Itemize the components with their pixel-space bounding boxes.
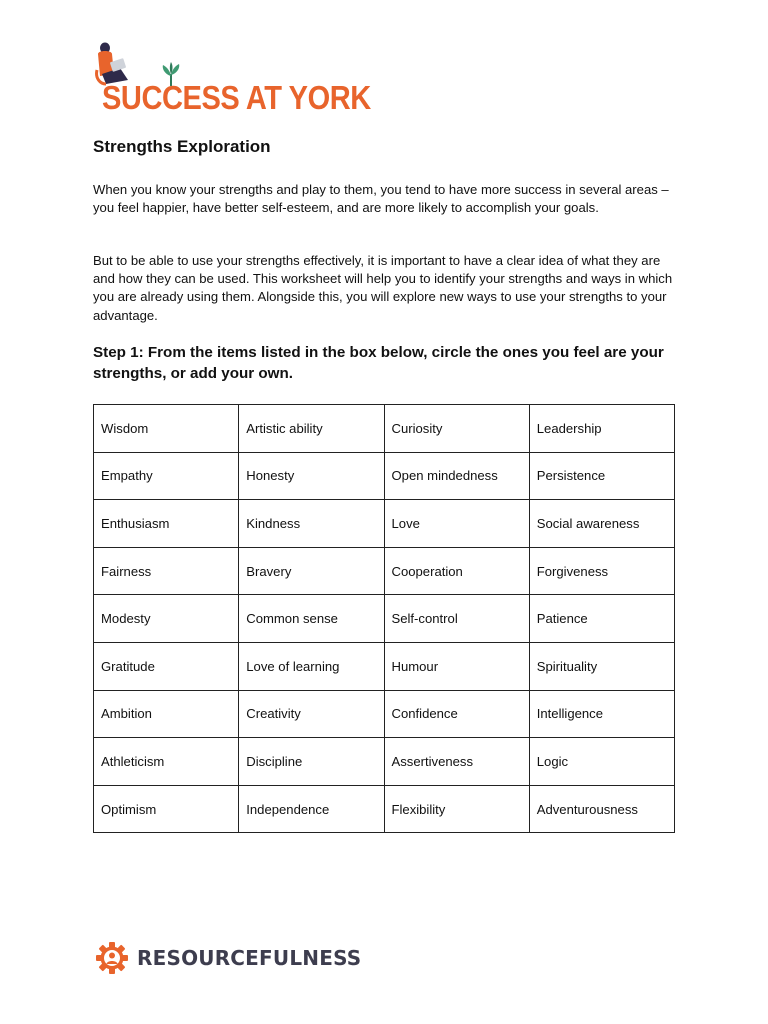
table-row	[94, 547, 675, 595]
strength-cell[interactable]: Love of learning	[239, 642, 384, 690]
strength-cell[interactable]: Self-control	[384, 595, 529, 643]
strengths-table	[93, 404, 675, 833]
table-row	[94, 595, 675, 643]
strength-cell[interactable]: Assertiveness	[384, 738, 529, 786]
strength-cell[interactable]: Empathy	[94, 452, 239, 500]
strength-cell[interactable]: Social awareness	[529, 500, 674, 548]
logo-wordmark: SUCCESS AT YORK	[102, 79, 371, 116]
strength-cell[interactable]: Athleticism	[94, 738, 239, 786]
strength-cell[interactable]: Discipline	[239, 738, 384, 786]
strength-cell[interactable]: Flexibility	[384, 785, 529, 833]
strength-cell[interactable]: Independence	[239, 785, 384, 833]
strength-cell[interactable]: Gratitude	[94, 642, 239, 690]
strength-cell[interactable]: Open mindedness	[384, 452, 529, 500]
strength-cell[interactable]: Spirituality	[529, 642, 674, 690]
table-row	[94, 738, 675, 786]
strength-cell[interactable]: Logic	[529, 738, 674, 786]
strength-cell[interactable]: Modesty	[94, 595, 239, 643]
table-row	[94, 452, 675, 500]
table-row	[94, 690, 675, 738]
strength-cell[interactable]: Adventurousness	[529, 785, 674, 833]
strength-cell[interactable]: Common sense	[239, 595, 384, 643]
page-title: Strengths Exploration	[93, 137, 271, 156]
strength-cell[interactable]: Humour	[384, 642, 529, 690]
strength-cell[interactable]: Patience	[529, 595, 674, 643]
strength-cell[interactable]: Confidence	[384, 690, 529, 738]
strength-cell[interactable]: Persistence	[529, 452, 674, 500]
success-at-york-logo	[94, 40, 374, 116]
intro-paragraph: When you know your strengths and play to them, you tend to have more success in several areas – you feel happier, have better self-esteem, and are more likely to accomplish your goals.	[93, 182, 669, 216]
footer-label: RESOURCEFULNESS	[137, 946, 362, 970]
table-row	[94, 500, 675, 548]
table-row	[94, 405, 675, 453]
strength-cell[interactable]: Enthusiasm	[94, 500, 239, 548]
gear-person-icon	[96, 942, 128, 974]
strength-cell[interactable]: Ambition	[94, 690, 239, 738]
strength-cell[interactable]: Forgiveness	[529, 547, 674, 595]
strength-cell[interactable]: Fairness	[94, 547, 239, 595]
strength-cell[interactable]: Bravery	[239, 547, 384, 595]
strength-cell[interactable]: Kindness	[239, 500, 384, 548]
strength-cell[interactable]: Love	[384, 500, 529, 548]
strength-cell[interactable]: Intelligence	[529, 690, 674, 738]
strength-cell[interactable]: Cooperation	[384, 547, 529, 595]
footer-branding	[96, 940, 396, 976]
strength-cell[interactable]: Wisdom	[94, 405, 239, 453]
strength-cell[interactable]: Curiosity	[384, 405, 529, 453]
strength-cell[interactable]: Optimism	[94, 785, 239, 833]
strength-cell[interactable]: Leadership	[529, 405, 674, 453]
strength-cell[interactable]: Artistic ability	[239, 405, 384, 453]
explanation-paragraph: But to be able to use your strengths effectively, it is important to have a clear idea of what they are and how they can be used. This worksheet will help you to identify your strengths and ways in which you are already using them. Alongside this, you will explore new ways to use your strengths to your advantage.	[93, 253, 673, 323]
step-1-instruction: Step 1: From the items listed in the box below, circle the ones you feel are your strengths, or add your own.	[93, 344, 664, 382]
table-row	[94, 785, 675, 833]
table-row	[94, 642, 675, 690]
strength-cell[interactable]: Creativity	[239, 690, 384, 738]
strength-cell[interactable]: Honesty	[239, 452, 384, 500]
